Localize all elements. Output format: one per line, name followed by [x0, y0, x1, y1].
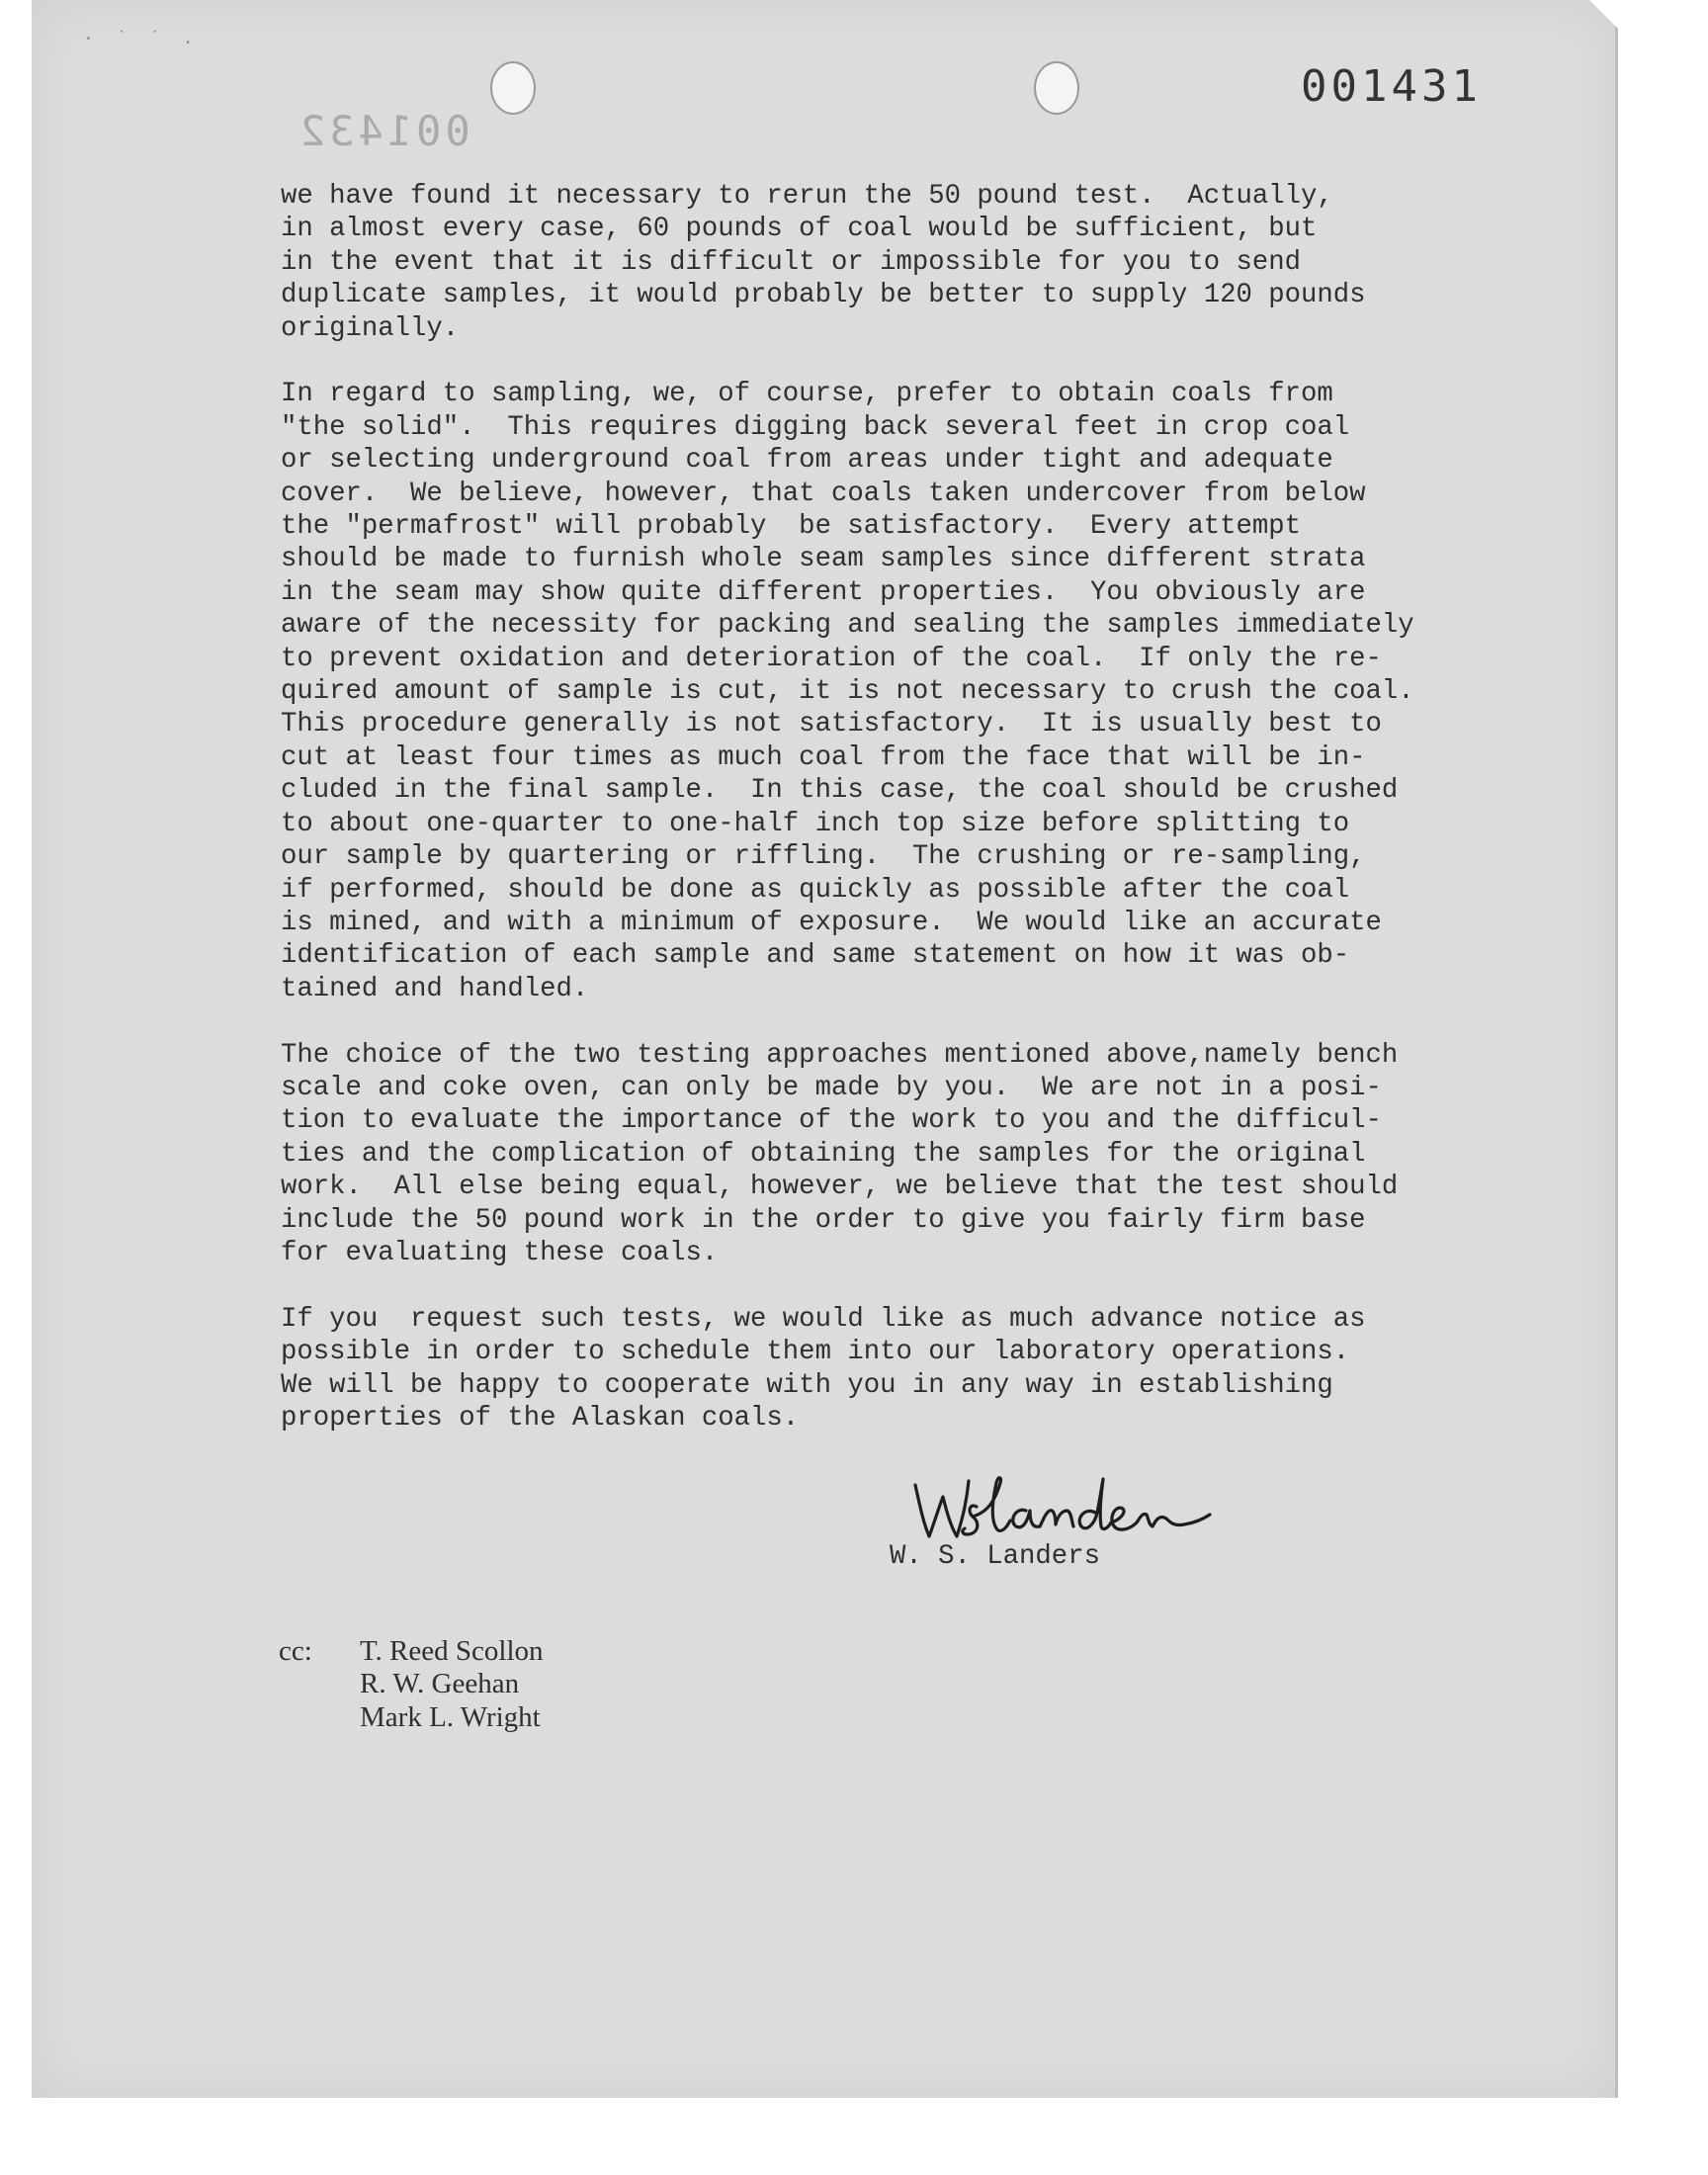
cc-recipients [360, 1635, 544, 1734]
text-line: our sample by quartering or riffling. The crushing or re-sampling, [281, 841, 1366, 873]
text-line: is mined, and with a minimum of exposure. We would like an accurate [281, 907, 1382, 938]
text-line: if performed, should be done as quickly as possible after the coal [281, 874, 1350, 906]
punch-hole-right [1034, 61, 1079, 115]
paragraph [281, 378, 1487, 1005]
text-line: to about one-quarter to one-half inch top size before splitting to [281, 808, 1350, 839]
text-line: scale and coke oven, can only be made by you. We are not in a posi- [281, 1072, 1382, 1103]
text-line: originally. [281, 312, 460, 344]
text-line: cluded in the final sample. In this case, the coal should be crushed [281, 775, 1399, 807]
text-line: tion to evaluate the importance of the work to you and the difficul- [281, 1105, 1382, 1137]
text-line: or selecting underground coal from areas under tight and adequate [281, 445, 1333, 477]
text-line: possible in order to schedule them into our laboratory operations. [281, 1337, 1350, 1368]
document-number-stamp: 001431 [1301, 61, 1482, 112]
text-line: cover. We believe, however, that coals taken undercover from below [281, 478, 1366, 509]
text-line: cut at least four times as much coal from the face that will be in- [281, 741, 1366, 773]
text-line: ties and the complication of obtaining the samples for the original [281, 1138, 1366, 1170]
paragraph [281, 1303, 1487, 1436]
text-line: If you request such tests, we would like as much advance notice as [281, 1303, 1366, 1335]
cc-recipient: Mark L. Wright [360, 1700, 541, 1733]
paragraph [281, 1039, 1487, 1270]
page-corner-fold [1589, 0, 1619, 30]
cc-label: cc: [279, 1635, 312, 1667]
text-line: in almost every case, 60 pounds of coal would be sufficient, but [281, 214, 1318, 245]
text-line: properties of the Alaskan coals. [281, 1402, 800, 1434]
paragraph [281, 180, 1487, 345]
text-line: In regard to sampling, we, of course, prefer to obtain coals from [281, 379, 1333, 410]
text-line: duplicate samples, it would probably be better to supply 120 pounds [281, 280, 1366, 311]
text-line: We will be happy to cooperate with you in any way in establishing [281, 1369, 1333, 1401]
text-line: for evaluating these coals. [281, 1237, 719, 1268]
text-line: quired amount of sample is cut, it is not necessary to crush the coal. [281, 676, 1414, 708]
punch-hole-left [490, 61, 536, 115]
text-line: include the 50 pound work in the order to give you fairly firm base [281, 1204, 1366, 1236]
text-line: This procedure generally is not satisfactory. It is usually best to [281, 709, 1382, 740]
text-line: work. All else being equal, however, we believe that the test should [281, 1172, 1399, 1203]
text-line: should be made to furnish whole seam samples since different strata [281, 544, 1366, 575]
scan-specks: · ˙ ˙ . [83, 30, 200, 49]
bleed-through-number: 001432 [297, 107, 470, 155]
text-line: identification of each sample and same statement on how it was ob- [281, 940, 1350, 972]
letter-body [281, 180, 1487, 1468]
text-line: tained and handled. [281, 973, 589, 1004]
text-line: aware of the necessity for packing and sealing the samples immediately [281, 610, 1414, 642]
cc-block [279, 1635, 544, 1734]
signer-name: W. S. Landers [890, 1541, 1100, 1572]
text-line: the "permafrost" will probably be satisfactory. Every attempt [281, 511, 1301, 543]
text-line: we have found it necessary to rerun the 50 pound test. Actually, [281, 181, 1333, 212]
text-line: The choice of the two testing approaches mentioned above,namely bench [281, 1039, 1399, 1071]
text-line: to prevent oxidation and deterioration of the coal. If only the re- [281, 643, 1382, 674]
cc-recipient: R. W. Geehan [360, 1668, 520, 1700]
text-line: "the solid". This requires digging back several feet in crop coal [281, 411, 1350, 443]
page-edge [1615, 0, 1618, 2098]
text-line: in the seam may show quite different properties. You obviously are [281, 576, 1366, 608]
cc-recipient: T. Reed Scollon [360, 1635, 544, 1667]
text-line: in the event that it is difficult or impossible for you to send [281, 246, 1301, 278]
